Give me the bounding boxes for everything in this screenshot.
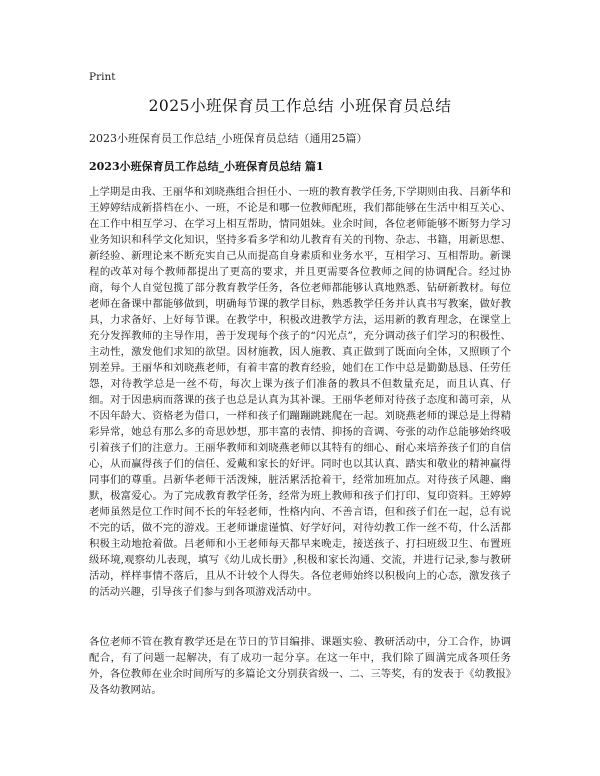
print-label: Print: [89, 71, 116, 83]
body-paragraph: 上学期是由我、王丽华和刘晓燕组合担任小、一班的教育教学任务,下学期则由我、吕新华和王婷婷结成新搭档在小、一班，不论是和哪一位教师配班，我们都能够在生活中相互关心、在工作中相互学习、在学习上相互帮助，情同姐妹。业余时间，各位老师能够不断努力学习业务知识和科学文化知识，坚持多看多学和幼儿教育有关的刊物、杂志、书籍，用新思想、新经验、新理论来不断充实自己从而提高自身素质和业务水平，互相学习、互相帮助。新课程的改革对每个教师都提出了更高的要求，并且更需要各位教师之间的协调配合。经过协商，每个人自觉包揽了部分教育教学任务，各位老师都能够认真地熟悉、钻研新教材。每位老师在备课中都能够做到，明确每节课的教学目标，熟悉教学任务并认真书写教案，做好教具，力求备好、上好每节课。在教学中，积极改进教学方法，运用新的教育理念，在课堂上充分发挥教师的主导作用，善于发现每个孩子的“闪光点”，充分调动孩子们学习的积极性、主动性，激发他们求知的欲望。因材施教，因人施教、真正做到了既面向全体，又照顾了个别差异。王丽华和刘晓燕老师，有着丰富的教育经验，她们在工作中总是勤勤恳恳、任劳任怨，对待教学总是一丝不苟，每次上课为孩子们准备的教具不但数量充足，而且认真、仔细。对于因患病而落课的孩子也总是认真为其补课。王丽华老师对待孩子态度和蔼可亲，从不因年龄大、资格老为借口，一样和孩子们蹦蹦跳跳爬在一起。刘晓燕老师的课总是上得精彩异常，她总有那么多的奇思妙想，那丰富的表情、抑扬的音调、夸张的动作总能够始终吸引着孩子们的注意力。王丽华教师和刘晓燕老师以其特有的细心、耐心来培养孩子们的自信心，从而赢得孩子们的信任、爱戴和家长的好评。同时也以其认真、踏实和敬业的精神赢得同事们的尊重。吕新华老师干活泼辣，脏活累活抢着干，经常加班加点。对待孩子风趣、幽默，极富爱心。为了完成教育教学任务，经常为班上教师和孩子们打印、复印资料。王婷婷老师虽然是位工作时间不长的年轻老师，性格内向、不善言语，但和孩子们在一起，总有说不完的话，做不完的游戏。王老师谦虚谨慎、好学好问，对待幼教工作一丝不苟，什么活都积极主动地抢着做。吕老师和小王老师每天都早来晚走，接送孩子、打扫班级卫生、布置班级环境,观察幼儿表现，填写《幼儿成长册》,积极和家长沟通、交流，并进行记录,参与教研活动，样样事情不落后，且从不计较个人得失。各位老师始终以积极向上的心态，激发孩子的活动兴趣，引导孩子们参与到各项游戏活动中。: [89, 186, 511, 598]
body-paragraph: 各位老师不管在教育教学还是在节日的节目编排、课题实验、教研活动中，分工合作，协调配合，有了问题一起解决，有了成功一起分享。在这一年中，我们除了圆满完成各项任务外，各位教师在业余时间所写的多篇论文分别获省级一、二、三等奖，有的发表于《幼教报》及各幼教网站。: [89, 636, 511, 696]
document-subtitle: 2023小班保育员工作总结_小班保育员总结（通用25篇）: [89, 132, 368, 145]
page-title: 2025小班保育员工作总结 小班保育员总结: [148, 97, 452, 115]
section-heading: 2023小班保育员工作总结_小班保育员总结 篇1: [89, 160, 324, 173]
